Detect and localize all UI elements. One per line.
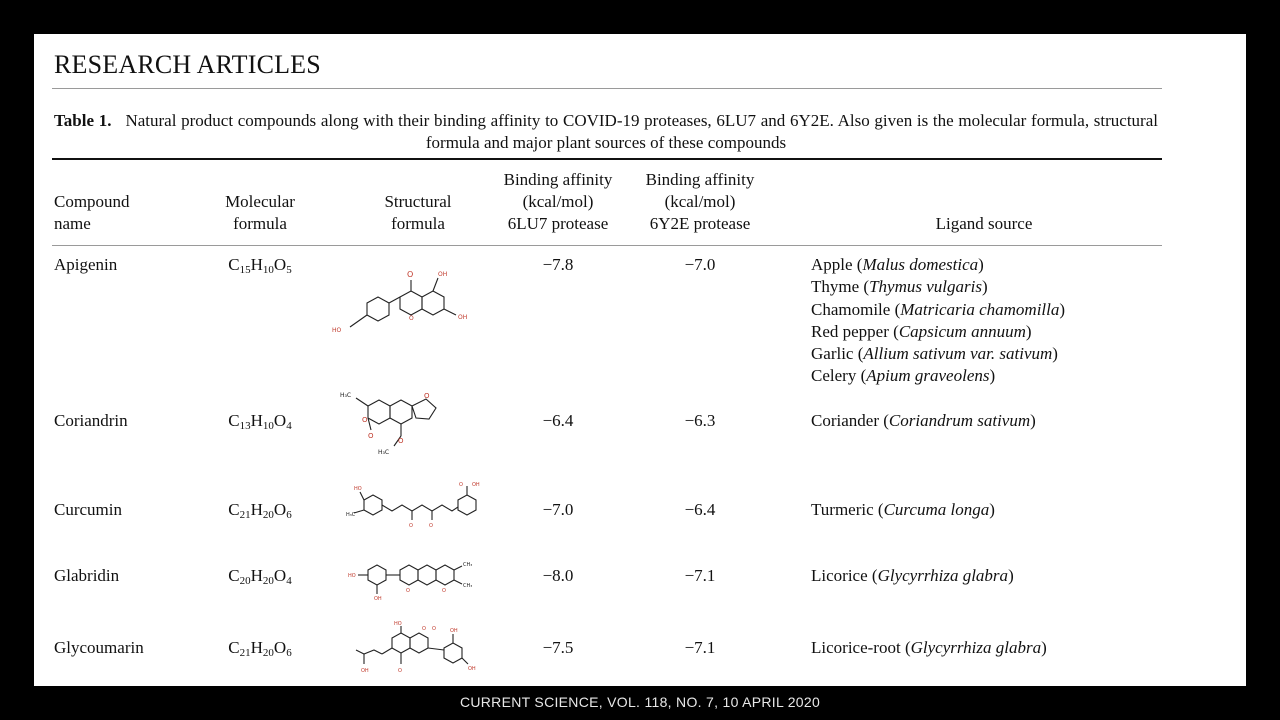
compound-name: Coriandrin bbox=[54, 411, 128, 430]
compound-name: Apigenin bbox=[54, 255, 118, 274]
molecular-formula: $C_{21}H_{20}O_6$ bbox=[228, 638, 292, 659]
svg-text:HO: HO bbox=[332, 327, 342, 334]
glycoumarin-structure-icon bbox=[348, 620, 488, 682]
ligand-source-item: Thyme (Thymus vulgaris) bbox=[811, 277, 988, 297]
table-top-rule bbox=[52, 158, 1162, 160]
affinity-6y2e-value: −6.4 bbox=[684, 500, 716, 519]
svg-text:O: O bbox=[362, 416, 368, 424]
affinity-6lu7-value: −7.5 bbox=[542, 638, 574, 657]
ligand-source-item: Turmeric (Curcuma longa) bbox=[811, 500, 995, 519]
svg-text:O: O bbox=[398, 668, 402, 674]
affinity-6y2e-value: −7.1 bbox=[684, 638, 716, 657]
molecular-formula: $C_{15}H_{10}O_5$ bbox=[228, 255, 292, 276]
svg-text:O: O bbox=[432, 626, 436, 632]
affinity-6lu7-value: −7.0 bbox=[542, 500, 574, 519]
svg-text:O: O bbox=[407, 270, 414, 279]
ligand-source-list bbox=[811, 410, 1036, 432]
affinity-6y2e-value: −7.0 bbox=[684, 255, 716, 274]
ligand-source-item: Apple (Malus domestica) bbox=[811, 255, 984, 274]
svg-text:OH: OH bbox=[450, 628, 458, 634]
compound-name: Curcumin bbox=[54, 500, 122, 519]
affinity-6lu7-value: −7.8 bbox=[542, 255, 574, 274]
ligand-source-item: Chamomile (Matricaria chamomilla) bbox=[811, 299, 1066, 319]
ligand-source-item: Licorice-root (Glycyrrhiza glabra) bbox=[811, 638, 1047, 657]
header-molecular-formula bbox=[202, 191, 318, 235]
ligand-source-item: Coriander (Coriandrum sativum) bbox=[811, 411, 1036, 430]
ligand-source-list bbox=[811, 254, 1065, 388]
svg-text:OH: OH bbox=[438, 271, 448, 278]
ligand-source-list bbox=[811, 565, 1014, 587]
header-6y2e-line3: 6Y2E protease bbox=[649, 214, 751, 233]
svg-text:OH: OH bbox=[458, 314, 468, 321]
header-structural-line1: Structural bbox=[384, 192, 452, 211]
header-affinity-6y2e bbox=[632, 169, 768, 235]
header-6lu7-line3: 6LU7 protease bbox=[507, 214, 609, 233]
header-6lu7-line2: (kcal/mol) bbox=[522, 192, 594, 211]
header-compound-line1: Compound bbox=[54, 192, 130, 211]
table-label: Table 1. bbox=[54, 111, 112, 130]
svg-text:O: O bbox=[422, 626, 426, 632]
compound-name: Glabridin bbox=[54, 566, 120, 585]
header-compound-line2: name bbox=[54, 214, 91, 233]
table-caption bbox=[54, 110, 1158, 154]
header-formula-line2: formula bbox=[233, 214, 287, 233]
affinity-6lu7-value: −6.4 bbox=[542, 411, 574, 430]
svg-text:O: O bbox=[406, 588, 410, 594]
header-structural-formula bbox=[360, 191, 476, 235]
header-ligand-source: Ligand source bbox=[935, 214, 1033, 233]
svg-text:O: O bbox=[442, 588, 446, 594]
svg-text:H₃C: H₃C bbox=[340, 392, 352, 399]
molecular-formula: $C_{20}H_{20}O_4$ bbox=[228, 566, 292, 587]
svg-text:O: O bbox=[409, 315, 414, 322]
svg-text:HO: HO bbox=[348, 573, 356, 579]
curcumin-structure-icon bbox=[346, 478, 486, 530]
svg-text:OH: OH bbox=[468, 666, 476, 672]
svg-text:O: O bbox=[429, 523, 433, 529]
svg-text:H₃C: H₃C bbox=[378, 449, 390, 456]
header-affinity-6lu7 bbox=[490, 169, 626, 235]
svg-text:HO: HO bbox=[394, 621, 402, 627]
svg-text:O: O bbox=[398, 437, 404, 445]
svg-text:H₃C: H₃C bbox=[346, 512, 356, 518]
header-6y2e-line2: (kcal/mol) bbox=[664, 192, 736, 211]
svg-text:OH: OH bbox=[472, 482, 480, 488]
svg-text:OH: OH bbox=[374, 596, 382, 602]
header-compound-name bbox=[54, 191, 130, 235]
journal-footer: CURRENT SCIENCE, VOL. 118, NO. 7, 10 APRIL 2020 bbox=[459, 694, 821, 710]
svg-text:O: O bbox=[459, 482, 463, 488]
molecular-formula: $C_{21}H_{20}O_6$ bbox=[228, 500, 292, 521]
affinity-6y2e-value: −7.1 bbox=[684, 566, 716, 585]
ligand-source-item: Garlic (Allium sativum var. sativum) bbox=[811, 344, 1058, 364]
ligand-source-list bbox=[811, 637, 1047, 659]
ligand-source-item: Red pepper (Capsicum annuum) bbox=[811, 321, 1032, 341]
section-header: RESEARCH ARTICLES bbox=[54, 50, 321, 79]
compound-name: Glycoumarin bbox=[54, 638, 144, 657]
header-6y2e-line1: Binding affinity bbox=[645, 170, 755, 189]
header-rule bbox=[52, 88, 1162, 89]
svg-text:O: O bbox=[409, 523, 413, 529]
ligand-source-list bbox=[811, 499, 995, 521]
ligand-source-item: Celery (Apium graveolens) bbox=[811, 366, 996, 386]
apigenin-structure-icon bbox=[326, 257, 490, 343]
header-structural-line2: formula bbox=[391, 214, 445, 233]
table-header-rule bbox=[52, 245, 1162, 246]
journal-page bbox=[34, 34, 1246, 686]
header-formula-line1: Molecular bbox=[225, 192, 295, 211]
header-6lu7-line1: Binding affinity bbox=[503, 170, 613, 189]
svg-text:O: O bbox=[368, 432, 374, 440]
coriandrin-structure-icon bbox=[338, 386, 488, 462]
svg-text:O: O bbox=[424, 392, 430, 400]
affinity-6y2e-value: −6.3 bbox=[684, 411, 716, 430]
svg-text:OH: OH bbox=[361, 668, 369, 674]
svg-text:HO: HO bbox=[354, 486, 362, 492]
svg-text:CH₃: CH₃ bbox=[463, 562, 473, 568]
glabridin-structure-icon bbox=[346, 554, 486, 602]
caption-text: Natural product compounds along with their binding affinity to COVID-19 proteases, 6LU7 and 6Y2E. Also given is the molecular formula, structural formula and major plant sources of these compounds bbox=[125, 111, 1158, 152]
affinity-6lu7-value: −8.0 bbox=[542, 566, 574, 585]
molecular-formula: $C_{13}H_{10}O_4$ bbox=[228, 411, 292, 432]
ligand-source-item: Licorice (Glycyrrhiza glabra) bbox=[811, 566, 1014, 585]
svg-text:CH₃: CH₃ bbox=[463, 583, 473, 589]
